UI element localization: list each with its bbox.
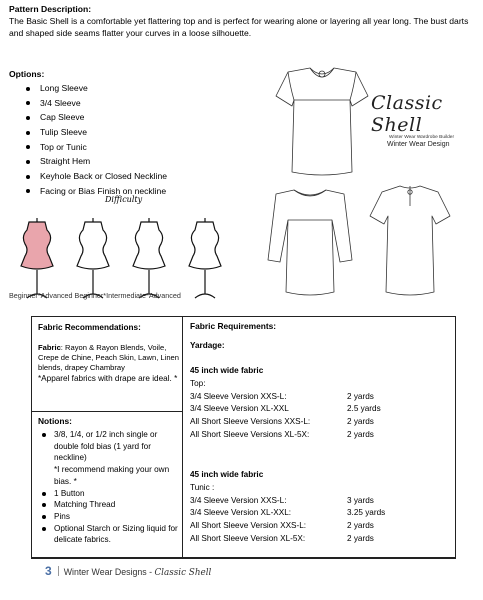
- row-label: All Short Sleeve Version XXS-L:: [190, 521, 307, 531]
- classic-shell-logo: [371, 92, 471, 148]
- option-item: Long Sleeve: [26, 81, 167, 96]
- row-label: 3/4 Sleeve Version XXS-L:: [190, 495, 287, 505]
- footer-text: Winter Wear Designs -: [63, 567, 155, 577]
- yardage-row: [190, 416, 450, 429]
- difficulty-dress-forms: [5, 200, 245, 300]
- dress-form-intermediate-icon: [133, 218, 165, 298]
- top-subheading: Top:: [190, 378, 206, 388]
- row-label: All Short Sleeve Versions XL-5X:: [190, 429, 310, 439]
- row-label: 3/4 Sleeve Version XL-XXL:: [190, 508, 292, 518]
- yardage-row: [190, 495, 450, 508]
- option-item: 3/4 Sleeve: [26, 96, 167, 111]
- fabric-table: [31, 316, 456, 558]
- fabric-requirements-column: [184, 317, 455, 557]
- pattern-description: [9, 3, 479, 39]
- row-label: 3/4 Sleeve Version XXS-L:: [190, 391, 287, 401]
- logo-subtitle: Winter Wear Wardrobe Builder: [389, 135, 455, 140]
- tunic-subheading: Tunic :: [190, 482, 215, 492]
- footer-script-title: Classic Shell: [154, 568, 212, 578]
- fabric-label: Fabric: [38, 343, 61, 352]
- option-item: Top or Tunic: [26, 140, 167, 155]
- options-list: [26, 81, 167, 199]
- dress-form-advanced-beginner-icon: [77, 218, 109, 298]
- yardage-row: [190, 507, 450, 520]
- fabric-recommendations-text: [38, 343, 180, 384]
- row-amount: 2 yards: [347, 521, 374, 531]
- notion-item: 3/8, 1/4, or 1/2 inch single or double fold bias (1 yard for neckline): [40, 429, 180, 464]
- row-label: 3/4 Sleeve Version XL-XXL: [190, 404, 289, 414]
- notion-item: Matching Thread: [40, 499, 180, 511]
- logo-brand: Winter Wear Design: [387, 141, 450, 148]
- yardage-row: [190, 403, 450, 416]
- fabric-list: : Rayon & Rayon Blends, Voile, Crepe de Chine, Peach Skin, Lawn, Linen blends, drapey Chambray: [38, 343, 179, 373]
- option-item: Tulip Sleeve: [26, 125, 167, 140]
- option-item: Straight Hem: [26, 154, 167, 169]
- page-number: 3: [45, 564, 52, 578]
- footer-separator: [58, 566, 59, 576]
- dress-form-beginner-icon: [21, 218, 53, 298]
- tunic-fabric-heading: 45 inch wide fabric: [190, 470, 264, 479]
- yardage-row: [190, 520, 450, 533]
- notions-list: [40, 429, 180, 546]
- option-item: Facing or Bias Finish on neckline: [26, 184, 167, 199]
- row-amount: 2.5 yards: [347, 404, 381, 414]
- description-title: Pattern Description:: [9, 4, 92, 14]
- logo-title: Classic Shell: [371, 92, 443, 136]
- notion-subnote: *I recommend making your own bias. *: [54, 465, 170, 486]
- fabric-requirements-title: Fabric Requirements:: [190, 321, 277, 331]
- top-yardage-section: [190, 365, 450, 442]
- left-column: [32, 317, 183, 557]
- page-footer: [31, 564, 211, 578]
- yardage-row: [190, 533, 450, 546]
- notions-title: Notions:: [38, 416, 72, 426]
- options-title: Options:: [9, 69, 45, 79]
- row-label: All Short Sleeve Version XL-5X:: [190, 533, 306, 543]
- yardage-row: [190, 391, 450, 404]
- notion-item: Optional Starch or Sizing liquid for delicate fabrics.: [40, 523, 180, 546]
- row-amount: 2 yards: [347, 429, 374, 439]
- yardage-label: Yardage:: [190, 341, 225, 350]
- row-amount: 3 yards: [347, 495, 374, 505]
- dress-form-advanced-icon: [189, 218, 221, 298]
- option-item: Keyhole Back or Closed Neckline: [26, 169, 167, 184]
- row-amount: 3.25 yards: [347, 508, 386, 518]
- row-amount: 2 yards: [347, 391, 374, 401]
- fabric-note: *Apparel fabrics with drape are ideal. *: [38, 373, 178, 383]
- fabric-recommendations-cell: [32, 317, 182, 412]
- difficulty-labels: Beginner*Advanced Beginner*Intermediate*Advanced: [9, 291, 181, 300]
- row-amount: 2 yards: [347, 417, 374, 427]
- description-body: The Basic Shell is a comfortable yet flattering top and is perfect for wearing alone or layering all year long. The bust darts and shaped side seams flatter your curves in a loose silhouette.: [9, 16, 469, 38]
- notion-item: 1 Button: [40, 488, 180, 500]
- top-fabric-heading: 45 inch wide fabric: [190, 366, 264, 375]
- row-label: All Short Sleeve Versions XXS-L:: [190, 417, 311, 427]
- difficulty-title: Difficulty: [105, 195, 143, 204]
- notion-item: Pins: [40, 511, 180, 523]
- footer-divider: [31, 558, 456, 559]
- yardage-row: [190, 429, 450, 442]
- row-amount: 2 yards: [347, 533, 374, 543]
- fabric-recommendations-title: Fabric Recommendations:: [38, 323, 141, 332]
- option-item: Cap Sleeve: [26, 110, 167, 125]
- tunic-yardage-section: [190, 469, 450, 546]
- long-sleeve-top-drawing: [268, 190, 352, 295]
